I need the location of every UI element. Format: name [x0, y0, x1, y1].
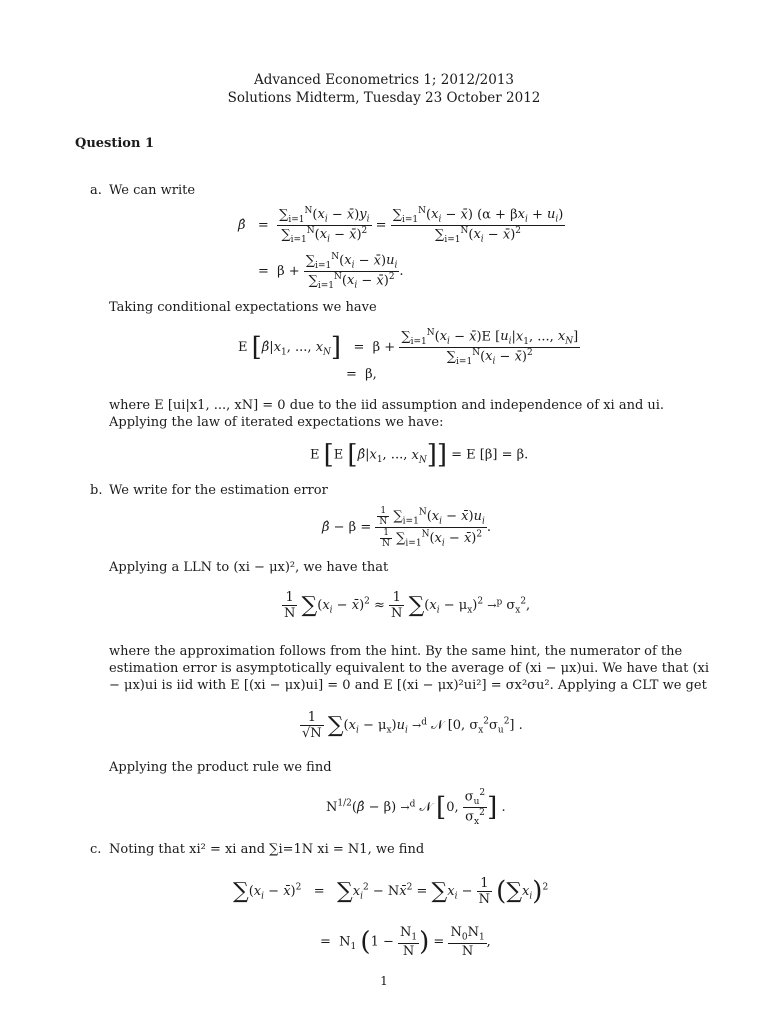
part-a-taking: Taking conditional expectations we have [109, 300, 377, 315]
part-b-intro: We write for the estimation error [109, 483, 328, 498]
document-title: Advanced Econometrics 1; 2012/2013 [253, 72, 515, 88]
part-a-intro: We can write [109, 183, 196, 198]
part-b-approx-paragraph: where the approximation follows from the hint. By the same hint, the numerator of the estimation error is asymptotically equivalent to the average of (xi − μx)ui. We have that (xi − μx)ui is iid with E [(xi − μx)ui] = 0 and E [(xi − μx)²ui²] = σx²σu². Applying a CLT we get [109, 644, 710, 693]
part-c-intro: Noting that xi² = xi and ∑i=1N xi = N1, we find [109, 842, 425, 857]
equation-conditional-expectation: E [$\betâ|x_1$, ..., $x_N] = \beta$ + $\frac{\sum_{i=1}^N(x_i - x̄)E [u_i|x_1, ..., x_N]}{\sum_{i=1}^N(x_i - x̄)^2}$ [238, 328, 579, 367]
equation-estimation-error: β̂ − β = $\frac{1}{N}$ $\sum_{i=1}^N(x_i$ − $x̄)u_i$ $\frac{1}{N}$ $\sum_{i=1}^N(x_i$ − x̄)$^2$ . [322, 506, 491, 549]
part-c-label: c. [90, 842, 102, 857]
part-a-label: a. [90, 183, 102, 198]
part-b-product-rule: Applying the product rule we find [109, 760, 332, 775]
document-subtitle: Solutions Midterm, Tuesday 23 October 2012 [227, 90, 541, 106]
equation-sum-squares-result: = $N_1$ (1 − $\frac{N_1}{N}$ ) = $\frac{N_0N_1}{N}$ , [320, 925, 491, 959]
equation-lln-approximation: $\frac{1}{N}$ $\sum(x_i$ − x̄)$^2$ ≈ $\frac{1}{N}$ $\sum(x_i - \mu_x)^2 \to^p$ $\sigma_x^2$, [284, 590, 531, 621]
equation-beta-hat-1: β̂ = $\frac{\sum_{i=1}^N(x_i - x̄)y_i}{\sum_{i=1}^N(x_i - x̄)^2}$ = $\frac{\sum_{i=1}^N(x_i - x̄) (\alpha + \beta x_i + u_i)}{\sum_{i=1}^N(x_i - x̄)^2}$ [238, 206, 564, 245]
equation-equals-beta: = β, [346, 367, 377, 382]
equation-beta-hat-2: = β + $\frac{\sum_{i=1}^N(x_i - x̄)u_i}{\sum_{i=1}^N(x_i - x̄)^2}$ . [258, 252, 404, 291]
part-b-lln: Applying a LLN to (xi − μx)², we have that [109, 560, 389, 575]
equation-clt: $\frac{1}{√N}$ $\sum(x_i - \mu_x)u_i \to^d$ 𝒩 [0, $\sigma_x^2\sigma_u^2$] . [302, 710, 523, 741]
equation-iterated-expectations: E [E [$\betâ|x_1$, ..., $x_N]] = E$ [β] = β. [310, 440, 529, 470]
part-b-label: b. [90, 483, 103, 498]
part-a-where-paragraph: where E [ui|x1, ..., xN] = 0 due to the iid assumption and independence of xi and ui. Applying the law of iterated expectations we have: [109, 398, 665, 430]
equation-sum-squares: $\sum(x_i$ − x̄)$^2$ = $\sum x_i^2$ − Nx̄$^2$ = $\sum x_i$ − $\frac{1}{N}$ $(\sum x_i)^2$ [233, 876, 549, 907]
page-number: 1 [380, 974, 388, 988]
question-heading: Question 1 [75, 136, 155, 151]
equation-asymptotic-distribution: $N^{1/2}(\betâ - \beta) \to^d$ 𝒩 [0, $\frac{\sigma_u^2}{\sigma_x^2}$ ] . [326, 788, 506, 827]
